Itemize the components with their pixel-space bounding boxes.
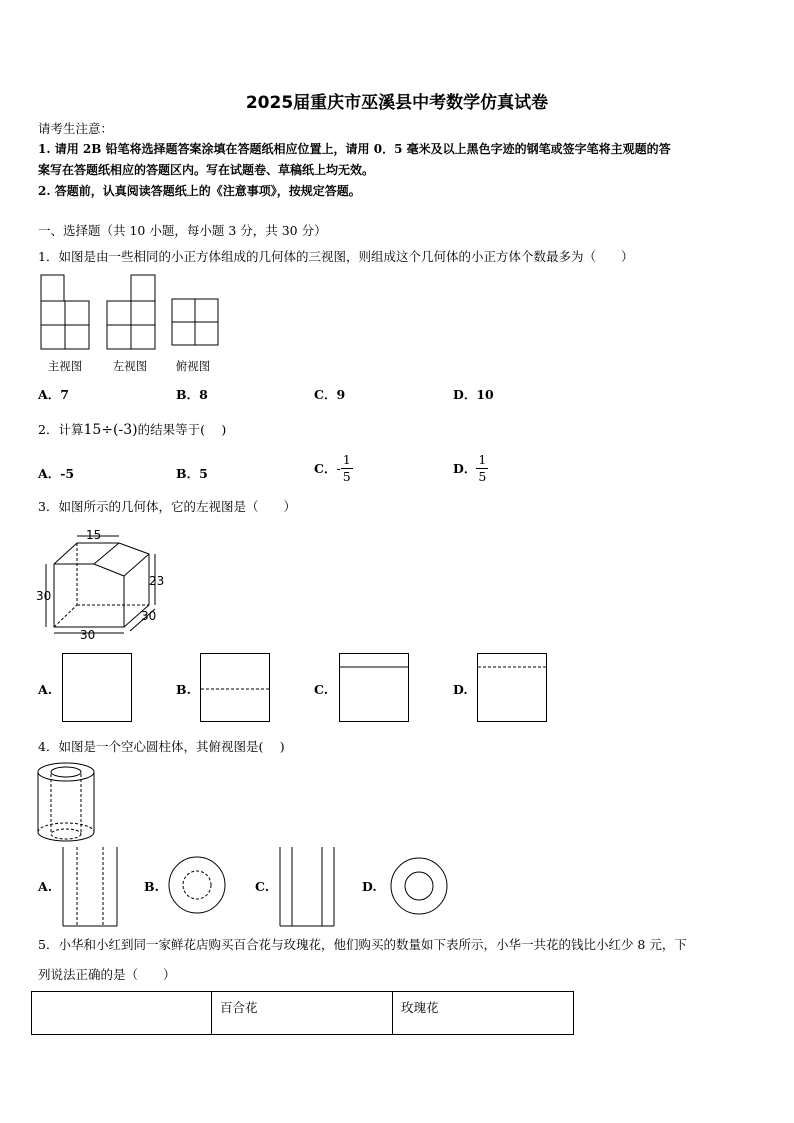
q3-dim-right-height: 23 (149, 574, 165, 588)
q1-caption-left: 左视图 (112, 359, 148, 373)
q3-option-c-figure (339, 653, 411, 723)
q1-front-view (41, 275, 89, 349)
q2-option-c-fraction (341, 452, 353, 485)
table-header-cell (32, 992, 212, 1035)
q4-hollow-cylinder-figure (34, 760, 100, 846)
q5-stem-line-1: 5．小华和小红到同一家鲜花店购买百合花与玫瑰花，他们购买的数量如下表所示，小华一共花的钱比小红少 8 元，下 (38, 937, 687, 952)
q2-option-b: B．5 (176, 466, 208, 481)
q3-option-c-label: C. (314, 682, 329, 697)
q2-option-d-fraction (476, 452, 488, 485)
q4-option-b-label: B. (144, 879, 159, 894)
q2-stem-suffix: 的结果等于( ) (137, 422, 227, 437)
q3-dim-left-height: 30 (36, 589, 52, 603)
q2-stem (38, 421, 226, 439)
q1-top-view (172, 299, 218, 345)
q4-option-a-figure (62, 847, 120, 927)
q3-option-b-figure (200, 653, 272, 723)
q3-solid-figure (34, 522, 174, 642)
q1-option-d: D．10 (453, 387, 494, 402)
q2-option-d-label: D． (453, 461, 477, 476)
fraction-numerator: 1 (478, 452, 487, 467)
q2-option-d (453, 452, 488, 485)
fraction-numerator: 1 (342, 452, 351, 467)
notice-line-2: 2. 答题前，认真阅读答题纸上的《注意事项》，按规定答题。 (38, 184, 361, 198)
q3-stem: 3．如图所示的几何体，它的左视图是（ ） (38, 499, 296, 514)
table-header-cell: 玫瑰花 (393, 992, 574, 1035)
table-row (32, 992, 574, 1035)
q3-dim-depth: 30 (141, 609, 157, 623)
q2-option-c-label: C． (314, 461, 337, 476)
q2-option-c (314, 452, 353, 485)
q3-dim-bottom-width: 30 (80, 628, 96, 642)
table-header-cell: 百合花 (212, 992, 393, 1035)
q1-caption-top: 俯视图 (175, 359, 211, 373)
q3-option-b-label: B. (176, 682, 191, 697)
q2-option-a: A．-5 (38, 466, 75, 481)
q1-option-a: A．7 (38, 387, 69, 402)
fraction-denominator: 5 (342, 469, 351, 484)
page-title: 2025届重庆市巫溪县中考数学仿真试卷 (245, 93, 549, 113)
q4-option-c-label: C. (255, 879, 270, 894)
q4-option-a-label: A. (38, 879, 53, 894)
q3-option-a-label: A. (38, 682, 53, 697)
q3-option-d-figure (477, 653, 549, 723)
q1-three-views-figure (38, 272, 228, 350)
q4-option-c-figure (279, 847, 337, 927)
q4-option-b-figure (167, 855, 227, 915)
fraction-denominator: 5 (478, 469, 487, 484)
q1-stem: 1．如图是由一些相同的小正方体组成的几何体的三视图，则组成这个几何体的小正方体个数最多为（ ） (38, 249, 634, 264)
q2-option-c-sign: - (336, 461, 341, 476)
q1-caption-front: 主视图 (47, 359, 83, 373)
notice-heading: 请考生注意： (38, 121, 114, 136)
q1-option-b: B．8 (176, 387, 208, 402)
q2-expression: 15÷(-3) (83, 422, 138, 438)
q5-table (31, 991, 574, 1035)
q3-option-a-figure (62, 653, 134, 723)
q3-dim-top: 15 (86, 528, 102, 542)
section-heading: 一、选择题（共 10 小题，每小题 3 分，共 30 分） (38, 223, 327, 238)
q4-stem: 4．如图是一个空心圆柱体，其俯视图是( ) (38, 739, 285, 754)
q5-stem-line-2: 列说法正确的是（ ） (38, 967, 176, 982)
q1-left-view (107, 275, 155, 349)
q4-option-d-label: D. (362, 879, 377, 894)
notice-line-1a: 1. 请用 2B 铅笔将选择题答案涂填在答题纸相应位置上，请用 0．5 毫米及以上黑色字迹的钢笔或签字笔将主观题的答 (38, 142, 671, 156)
q3-option-d-label: D. (453, 682, 468, 697)
notice-line-1b: 案写在答题纸相应的答题区内。写在试题卷、草稿纸上均无效。 (38, 163, 375, 177)
q1-option-c: C．9 (314, 387, 346, 402)
q2-stem-prefix: 2．计算 (38, 422, 84, 437)
q4-option-d-figure (389, 856, 449, 916)
